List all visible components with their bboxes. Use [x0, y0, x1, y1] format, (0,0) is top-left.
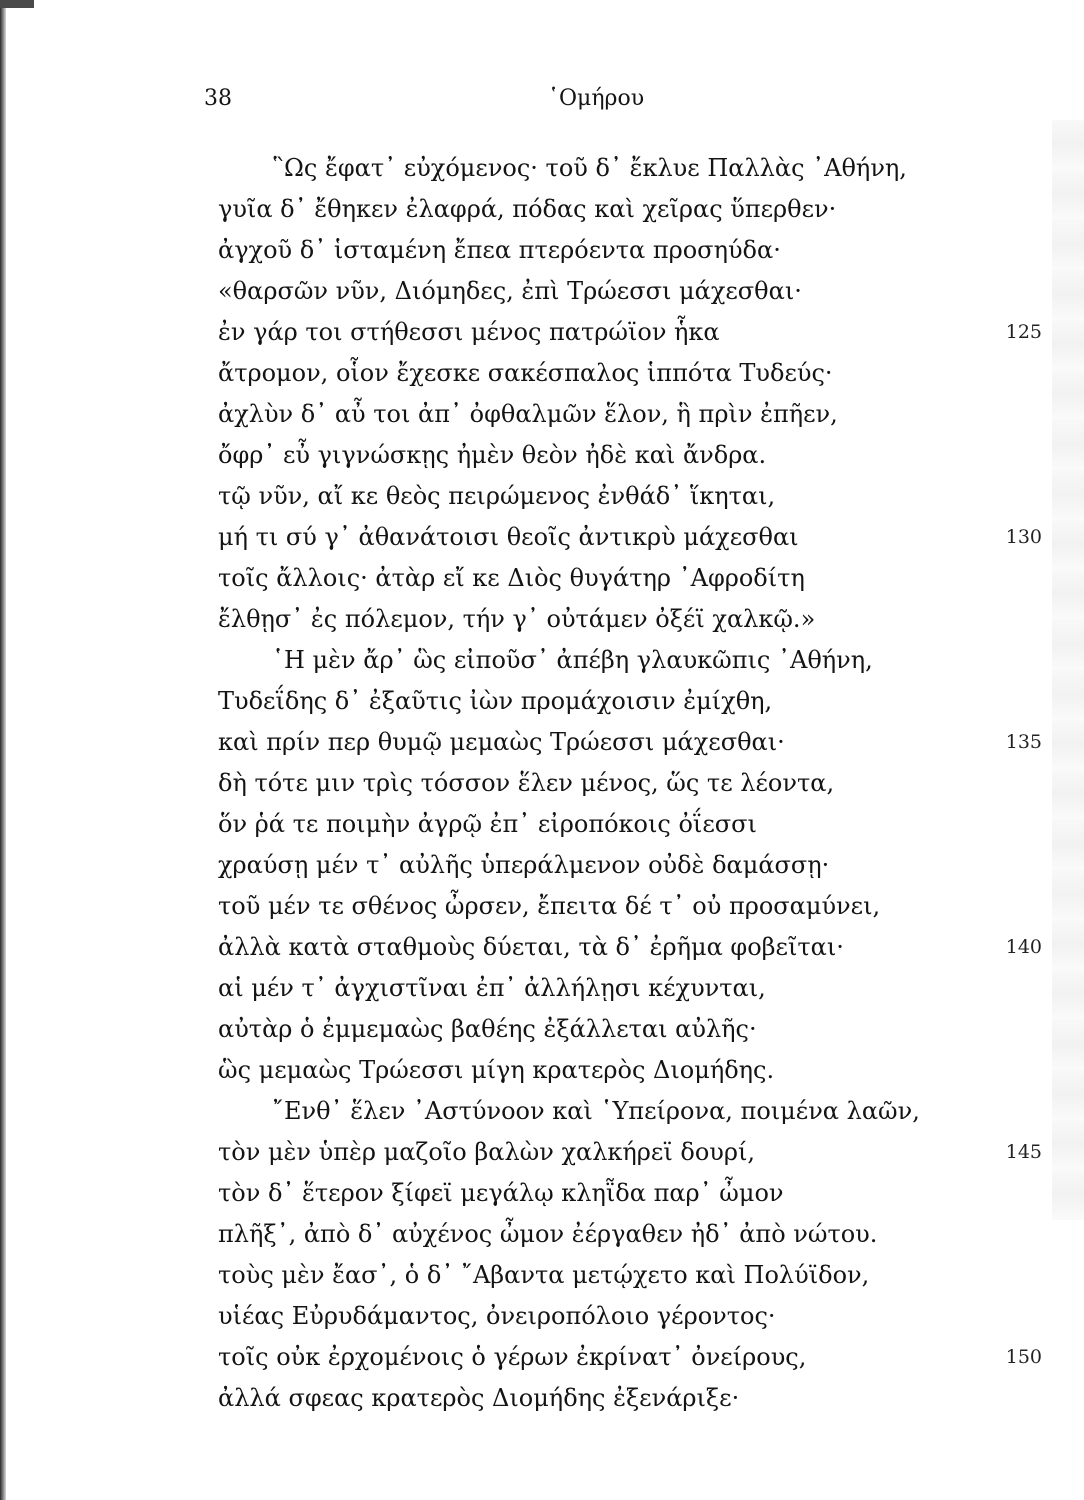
- verse-line: [218, 230, 1028, 271]
- page-edge-top: [0, 0, 34, 8]
- verse-text: ὣς μεμαὼς Τρώεσσι μίγη κρατερὸς Διομήδης.: [218, 1056, 775, 1084]
- verse-line: [218, 1378, 1028, 1419]
- verse-line: [218, 1173, 1028, 1214]
- verse-line: [218, 517, 1042, 558]
- verse-line: [218, 1337, 1042, 1378]
- verse-text: αἱ μέν τ᾽ ἀγχιστῖναι ἐπ᾽ ἀλλήλῃσι κέχυνται,: [218, 974, 766, 1002]
- line-number: 130: [1005, 526, 1042, 548]
- verse-line: [218, 927, 1042, 968]
- verse-text: ἀγχοῦ δ᾽ ἱσταμένη ἔπεα πτερόεντα προσηύδα·: [218, 236, 781, 264]
- show-through-bleed: [1052, 120, 1084, 1220]
- verse-line: [218, 148, 1028, 189]
- verse-line: [218, 271, 1028, 312]
- verse-line: [218, 1050, 1028, 1091]
- verse-line: [218, 968, 1028, 1009]
- verse-text: δὴ τότε μιν τρὶς τόσσον ἕλεν μένος, ὥς τε λέοντα,: [218, 769, 835, 797]
- verse-line: [218, 1296, 1028, 1337]
- verse-text: Τυδεΐδης δ᾽ ἐξαῦτις ἰὼν προμάχοισιν ἐμίχθη,: [218, 687, 773, 715]
- verse-text: ἔλθῃσ᾽ ἐς πόλεμον, τήν γ᾽ οὐτάμεν ὀξέϊ χαλκῷ.»: [218, 605, 816, 633]
- verse-line: [218, 804, 1028, 845]
- verse-text: πλῆξ᾽, ἀπὸ δ᾽ αὐχένος ὦμον ἐέργαθεν ἠδ᾽ ἀπὸ νώτου.: [218, 1220, 878, 1248]
- verse-text: ῝Ως ἔφατ᾽ εὐχόμενος· τοῦ δ᾽ ἔκλυε Παλλὰς ᾽Αθήνη,: [272, 154, 907, 182]
- verse-line: [218, 599, 1028, 640]
- verse-text: ὅν ῥά τε ποιμὴν ἀγρῷ ἐπ᾽ εἰροπόκοις ὀΐεσσι: [218, 810, 757, 838]
- verse-text: ῎Ενθ᾽ ἕλεν ᾽Αστύνοον καὶ ῾Υπείρονα, ποιμένα λαῶν,: [272, 1097, 920, 1125]
- line-number: 135: [1005, 731, 1042, 753]
- verse-text: χραύσῃ μέν τ᾽ αὐλῆς ὑπεράλμενον οὐδὲ δαμάσσῃ·: [218, 851, 830, 879]
- verse-text: «θαρσῶν νῦν, Διόμηδες, ἐπὶ Τρώεσσι μάχεσθαι·: [218, 277, 802, 305]
- verse-line: [218, 722, 1042, 763]
- verse-text: τὸν δ᾽ ἕτερον ξίφεϊ μεγάλῳ κληῗδα παρ᾽ ὦμον: [218, 1179, 784, 1207]
- verse-line: [218, 1214, 1028, 1255]
- line-number: 125: [1005, 321, 1042, 343]
- verse-line: [218, 476, 1028, 517]
- verse-text: ἀλλά σφεας κρατερὸς Διομήδης ἐξενάριξε·: [218, 1384, 740, 1412]
- verse-line: [218, 435, 1028, 476]
- running-title: ῾Ομήρου: [548, 86, 645, 111]
- line-number: 150: [1005, 1346, 1042, 1368]
- verse-line: [218, 640, 1028, 681]
- verse-text: καὶ πρίν περ θυμῷ μεμαὼς Τρώεσσι μάχεσθαι·: [218, 728, 785, 756]
- page-edge-left: [0, 0, 6, 1500]
- verse-text: ἄτρομον, οἷον ἔχεσκε σακέσπαλος ἱππότα Τυδεύς·: [218, 359, 833, 387]
- verse-line: [218, 1132, 1042, 1173]
- page-header: [200, 86, 1044, 122]
- verse-text: τοῖς ἄλλοις· ἀτὰρ εἴ κε Διὸς θυγάτηρ ᾽Αφροδίτη: [218, 564, 805, 592]
- verse-line: [218, 1255, 1028, 1296]
- verse-line: [218, 886, 1028, 927]
- verse-text: μή τι σύ γ᾽ ἀθανάτοισι θεοῖς ἀντικρὺ μάχεσθαι: [218, 523, 799, 551]
- verse-line: [218, 1009, 1028, 1050]
- verse-line: [218, 681, 1028, 722]
- verse-text: τοῖς οὐκ ἐρχομένοις ὁ γέρων ἐκρίνατ᾽ ὀνείρους,: [218, 1343, 807, 1371]
- verse-text: ἀλλὰ κατὰ σταθμοὺς δύεται, τὰ δ᾽ ἐρῆμα φοβεῖται·: [218, 933, 844, 961]
- verse-text: τὸν μὲν ὑπὲρ μαζοῖο βαλὼν χαλκήρεϊ δουρί,: [218, 1138, 756, 1166]
- verse-line: [218, 394, 1028, 435]
- verse-text: ἐν γάρ τοι στήθεσσι μένος πατρώϊον ἧκα: [218, 318, 720, 346]
- verse-line: [218, 353, 1028, 394]
- verse-line: [218, 1091, 1028, 1132]
- verse-text: τῷ νῦν, αἴ κε θεὸς πειρώμενος ἐνθάδ᾽ ἵκηται,: [218, 482, 776, 510]
- verse-block: [218, 148, 1042, 1419]
- verse-text: αὐτὰρ ὁ ἐμμεμαὼς βαθέης ἐξάλλεται αὐλῆς·: [218, 1015, 757, 1043]
- line-number: 140: [1005, 936, 1042, 958]
- verse-text: γυῖα δ᾽ ἔθηκεν ἐλαφρά, πόδας καὶ χεῖρας ὕπερθεν·: [218, 195, 837, 223]
- verse-text: τοὺς μὲν ἔασ᾽, ὁ δ᾽ ῎Αβαντα μετῴχετο καὶ Πολύϊδον,: [218, 1261, 870, 1289]
- page-number: 38: [204, 86, 232, 111]
- verse-line: [218, 312, 1042, 353]
- verse-text: ῾Η μὲν ἄρ᾽ ὣς εἰποῦσ᾽ ἀπέβη γλαυκῶπις ᾽Αθήνη,: [272, 646, 873, 674]
- verse-line: [218, 763, 1028, 804]
- verse-text: ἀχλὺν δ᾽ αὖ τοι ἀπ᾽ ὀφθαλμῶν ἕλον, ἣ πρὶν ἐπῆεν,: [218, 400, 838, 428]
- line-number: 145: [1005, 1141, 1042, 1163]
- verse-text: ὄφρ᾽ εὖ γιγνώσκῃς ἠμὲν θεὸν ἠδὲ καὶ ἄνδρα.: [218, 441, 767, 469]
- verse-text: υἱέας Εὐρυδάμαντος, ὀνειροπόλοιο γέροντος·: [218, 1302, 776, 1330]
- verse-line: [218, 558, 1028, 599]
- verse-line: [218, 189, 1028, 230]
- verse-text: τοῦ μέν τε σθένος ὦρσεν, ἔπειτα δέ τ᾽ οὐ προσαμύνει,: [218, 892, 881, 920]
- verse-line: [218, 845, 1028, 886]
